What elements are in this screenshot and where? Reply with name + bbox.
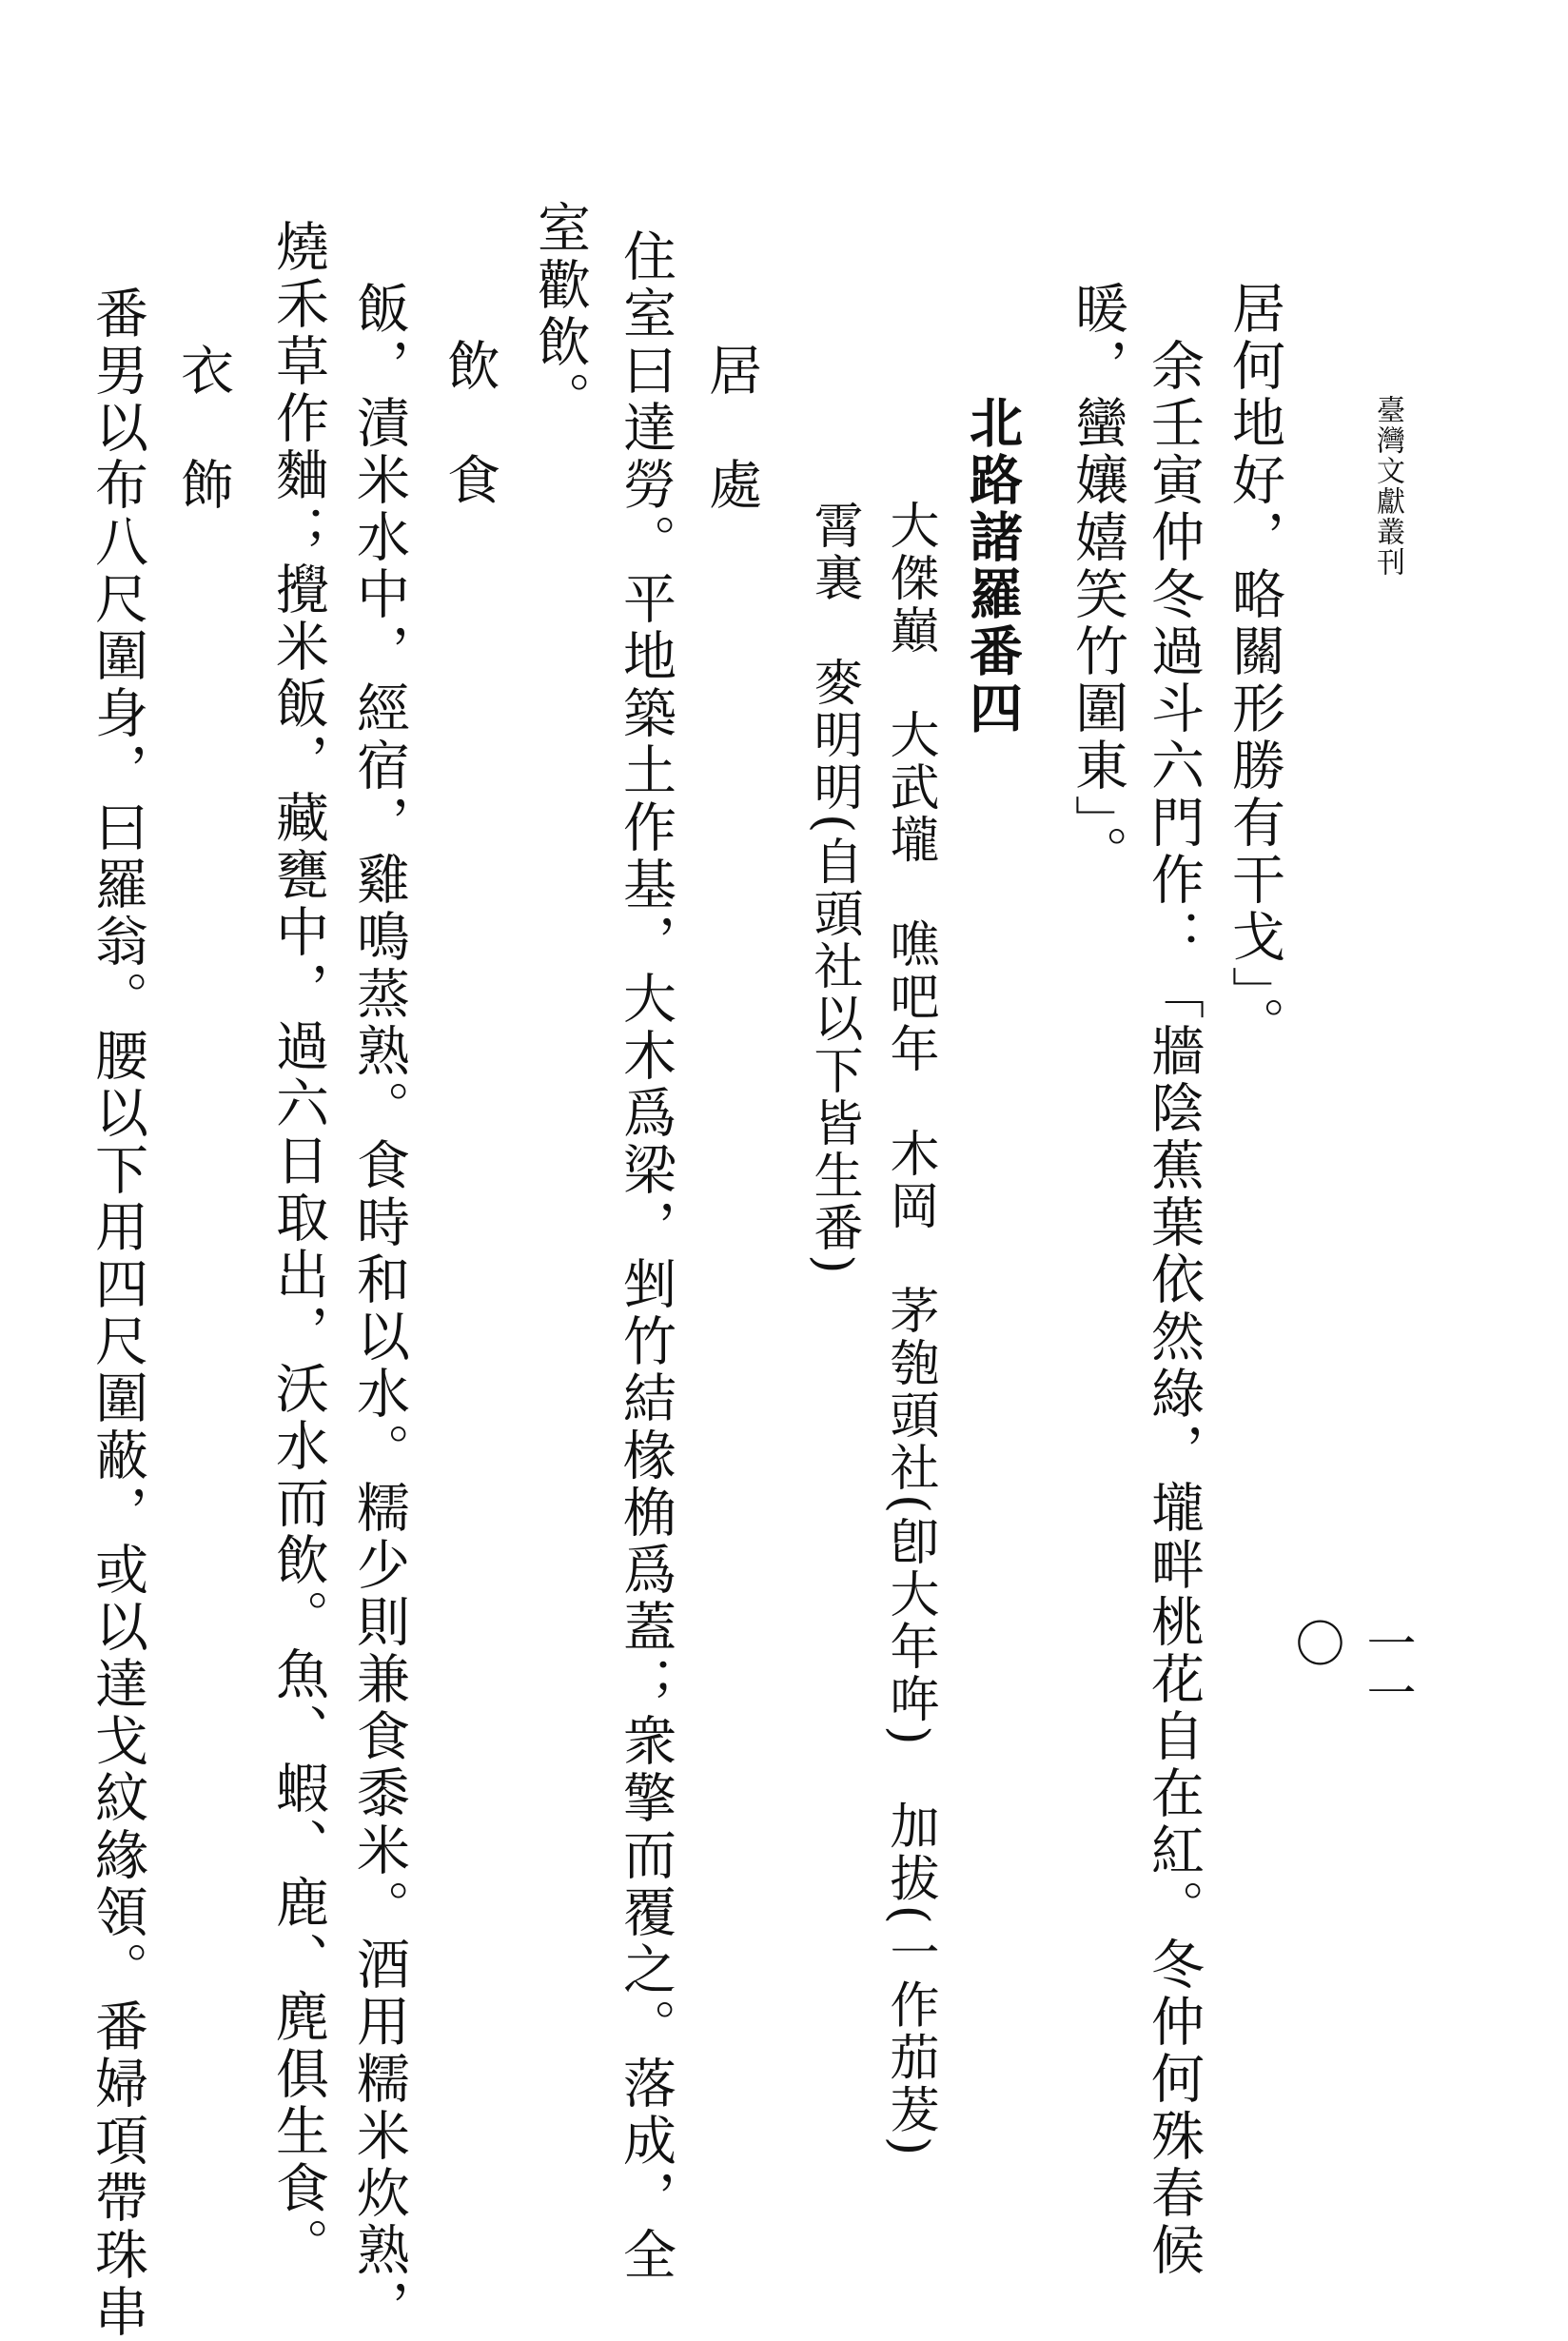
- text-column-clothing-1: 番男以布八尺圍身，曰羅翁。腰以下用四尺圍蔽，或以達戈紋緣領。番婦項帶珠串: [87, 285, 148, 2341]
- text-column-2: 余壬寅仲冬過斗六門作：「牆陰蕉葉依然綠，壠畔桃花自在紅。冬仲何殊春候: [1143, 281, 1205, 2279]
- text-column-dwelling-2: 室歡飲。: [529, 200, 591, 428]
- subheading-dwelling: 居 處: [700, 285, 762, 514]
- text-column-dwelling-1: 住室曰達勞。平地築土作基，大木爲梁，剉竹結椽桷爲蓋；衆擎而覆之。落成，全: [615, 228, 676, 2284]
- subheading-food: 飲 食: [439, 281, 500, 509]
- text-column-3: 暖，蠻孃嬉笑竹圍東」。: [1067, 281, 1128, 882]
- text-column-food-1: 飯，漬米水中，經宿，雞鳴蒸熟。食時和以水。糯少則兼食黍米。酒用糯米炊熟，: [348, 281, 410, 2336]
- running-header: 臺灣文獻叢刊: [1371, 395, 1404, 578]
- text-column-food-2: 燒禾草作麯；攪米飯，藏甕中，過六日取出，沃水而飲。魚、蝦、鹿、麂俱生食。: [267, 219, 329, 2274]
- text-column-1: 居何地好，略關形勝有干戈」。: [1224, 281, 1285, 1053]
- section-heading-north-route: 北路諸羅番四: [961, 338, 1024, 738]
- tribe-list-line-2: 霄裏 麥明明(自頭社以下皆生番): [805, 447, 862, 1277]
- tribe-list-line-1: 大傑巔 大武壠 噍吧年 木岡 茅匏頭社(卽大年哖) 加拔(一作茄茇): [881, 447, 938, 2159]
- subheading-clothing: 衣 飾: [172, 285, 234, 514]
- page-number: 一一〇: [1286, 1618, 1415, 1717]
